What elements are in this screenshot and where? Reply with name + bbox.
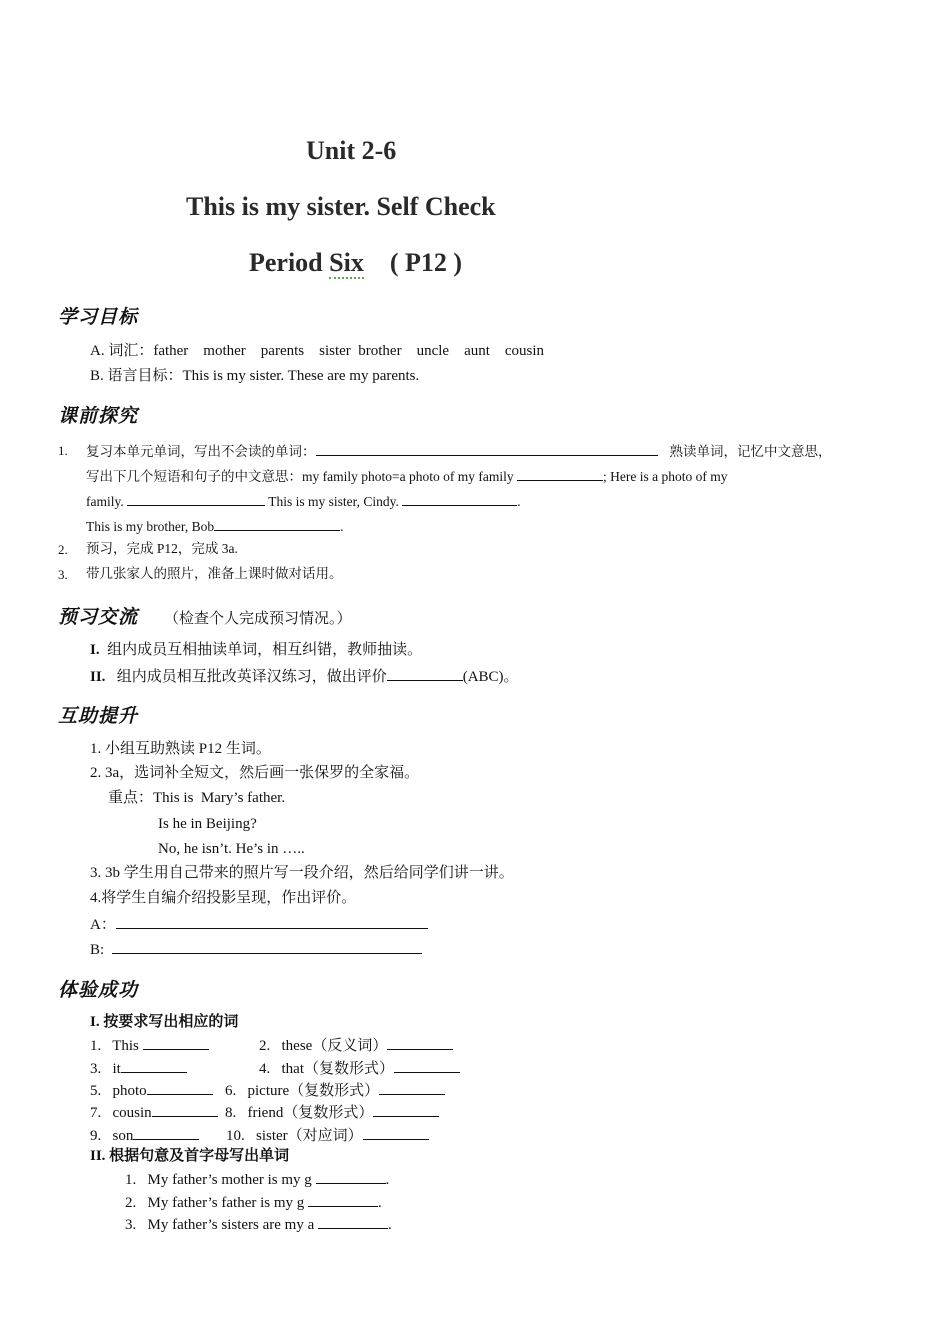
help-focus-2: Is he in Beijing? <box>158 816 257 832</box>
exchange-num-i: I. <box>90 642 100 658</box>
word-task-8-text: 8. friend（复数形式） <box>225 1105 374 1121</box>
exchange-num-ii: II. <box>90 669 106 685</box>
blank-answer-b[interactable] <box>112 939 422 954</box>
blank-here-is-photo[interactable] <box>127 491 265 506</box>
blank-sentence-1[interactable] <box>316 1169 386 1184</box>
preclass-text-1a: 复习本单元单词，写出不会读的单词： <box>86 444 316 459</box>
preclass-line-3 <box>86 491 521 511</box>
item-number-3: 3. <box>58 567 68 582</box>
preclass-text-3c: . <box>517 494 521 509</box>
sentence-task-1-dot: . <box>385 1172 390 1188</box>
sentence-task-3-text: 3. My father’s sisters are my a <box>125 1217 315 1233</box>
blank-word-10[interactable] <box>363 1125 429 1140</box>
word-task-9-text: 9. son <box>90 1128 134 1144</box>
word-task-10 <box>226 1125 429 1145</box>
sentence-task-2 <box>125 1192 382 1212</box>
section-heading-success: 体验成功 <box>58 979 139 1001</box>
exchange-note: （检查个人完成预习情况。） <box>164 609 352 627</box>
exchange-tail-ii: (ABC)。 <box>462 669 519 685</box>
preclass-line-6: 带几张家人的照片，准备上课时做对话用。 <box>86 566 343 581</box>
sentence-task-1 <box>125 1169 389 1189</box>
word-task-2-text: 2. these（反义词） <box>259 1038 388 1054</box>
blank-family-photo[interactable] <box>517 466 603 481</box>
preclass-text-2b: ; Here is a photo of my <box>602 469 728 484</box>
item-number-2: 2. <box>58 542 68 557</box>
preclass-line-4 <box>86 516 343 536</box>
sentence-task-2-text: 2. My father’s father is my g <box>125 1195 305 1211</box>
blank-answer-a[interactable] <box>116 914 428 929</box>
preclass-text-2a: 写出下几个短语和句子的中文意思：my family photo=a photo of my family <box>86 469 514 484</box>
word-task-1 <box>90 1035 209 1055</box>
blank-unknown-words[interactable] <box>316 441 658 456</box>
answer-label-b: B: <box>90 942 105 958</box>
word-task-7-text: 7. cousin <box>90 1105 152 1121</box>
goal-language: B. 语言目标：This is my sister. These are my parents. <box>90 368 420 384</box>
blank-this-is-sister[interactable] <box>402 491 517 506</box>
part-ii-title: II. 根据句意及首字母写出单词 <box>90 1148 290 1164</box>
part-i-title: I. 按要求写出相应的词 <box>90 1014 239 1030</box>
word-task-3 <box>90 1058 187 1078</box>
sentence-task-3 <box>125 1214 392 1234</box>
preclass-line-1 <box>86 441 832 461</box>
help-line-4: 4.将学生自编介绍投影呈现，作出评价。 <box>90 890 357 906</box>
word-task-3-text: 3. it <box>90 1061 121 1077</box>
preclass-text-4a: This is my brother, Bob <box>86 519 215 534</box>
exchange-text-ii: 组内成员相互批改英译汉练习，做出评价 <box>116 669 387 685</box>
word-task-6 <box>225 1080 445 1100</box>
word-task-4-text: 4. that（复数形式） <box>259 1061 394 1077</box>
blank-word-4[interactable] <box>394 1058 460 1073</box>
preclass-text-3a: family. <box>86 494 124 509</box>
period-six: Six <box>329 248 364 277</box>
blank-word-9[interactable] <box>133 1125 199 1140</box>
section-heading-goals: 学习目标 <box>58 306 139 328</box>
section-heading-exchange <box>58 602 352 629</box>
help-line-1: 1. 小组互助熟读 P12 生词。 <box>90 741 271 757</box>
sentence-task-1-text: 1. My father’s mother is my g <box>125 1172 312 1188</box>
word-task-5-text: 5. photo <box>90 1083 147 1099</box>
exchange-item-ii <box>90 666 519 686</box>
blank-word-3[interactable] <box>121 1058 187 1073</box>
preclass-line-2 <box>86 466 727 486</box>
word-task-5 <box>90 1080 213 1100</box>
word-task-1-text: 1. This <box>90 1038 139 1054</box>
word-task-9 <box>90 1125 199 1145</box>
exchange-text-i: 组内成员互相抽读单词，相互纠错，教师抽读。 <box>107 642 423 658</box>
period-label: Period <box>249 248 330 277</box>
blank-sentence-3[interactable] <box>318 1214 388 1229</box>
blank-word-2[interactable] <box>387 1035 453 1050</box>
sentence-task-3-dot: . <box>388 1217 392 1233</box>
preclass-text-4b: . <box>340 519 344 534</box>
item-number-1: 1. <box>58 443 68 458</box>
word-task-7 <box>90 1102 218 1122</box>
help-line-2: 2. 3a，选词补全短文，然后画一张保罗的全家福。 <box>90 765 420 781</box>
lesson-title: This is my sister. Self Check <box>186 192 496 221</box>
period-title <box>249 248 462 278</box>
word-task-6-text: 6. picture（复数形式） <box>225 1083 380 1099</box>
section-heading-mutual-help: 互助提升 <box>58 705 139 727</box>
blank-word-5[interactable] <box>147 1080 213 1095</box>
blank-word-1[interactable] <box>143 1035 209 1050</box>
word-task-4 <box>259 1058 460 1078</box>
period-page: ( P12 ) <box>363 248 463 277</box>
word-task-10-text: 10. sister（对应词） <box>226 1128 363 1144</box>
section-heading-preclass: 课前探究 <box>58 405 139 427</box>
preclass-text-1b: 熟读单词，记忆中文意思， <box>669 444 832 459</box>
answer-label-a: A： <box>90 917 116 933</box>
preclass-text-3b: This is my sister, Cindy. <box>268 494 399 509</box>
word-task-8 <box>225 1102 439 1122</box>
preclass-line-5: 预习，完成 P12，完成 3a. <box>86 541 238 556</box>
blank-word-6[interactable] <box>379 1080 445 1095</box>
help-answer-b <box>90 939 422 959</box>
exchange-heading-text: 预习交流 <box>58 606 139 628</box>
blank-this-is-brother[interactable] <box>214 516 340 531</box>
blank-word-7[interactable] <box>152 1102 218 1117</box>
unit-title: Unit 2-6 <box>306 136 397 165</box>
sentence-task-2-dot: . <box>378 1195 382 1211</box>
exchange-item-i <box>90 641 422 659</box>
blank-word-8[interactable] <box>373 1102 439 1117</box>
help-focus-1: 重点：This is Mary’s father. <box>108 790 286 806</box>
blank-sentence-2[interactable] <box>308 1192 378 1207</box>
blank-evaluation[interactable] <box>387 666 463 681</box>
word-task-2 <box>259 1035 453 1055</box>
help-answer-a <box>90 914 428 934</box>
help-line-3: 3. 3b 学生用自己带来的照片写一段介绍，然后给同学们讲一讲。 <box>90 865 514 881</box>
help-focus-3: No, he isn’t. He’s in ….. <box>158 841 305 857</box>
goal-vocabulary: A. 词汇：father mother parents sister brother uncle aunt cousin <box>90 343 545 359</box>
